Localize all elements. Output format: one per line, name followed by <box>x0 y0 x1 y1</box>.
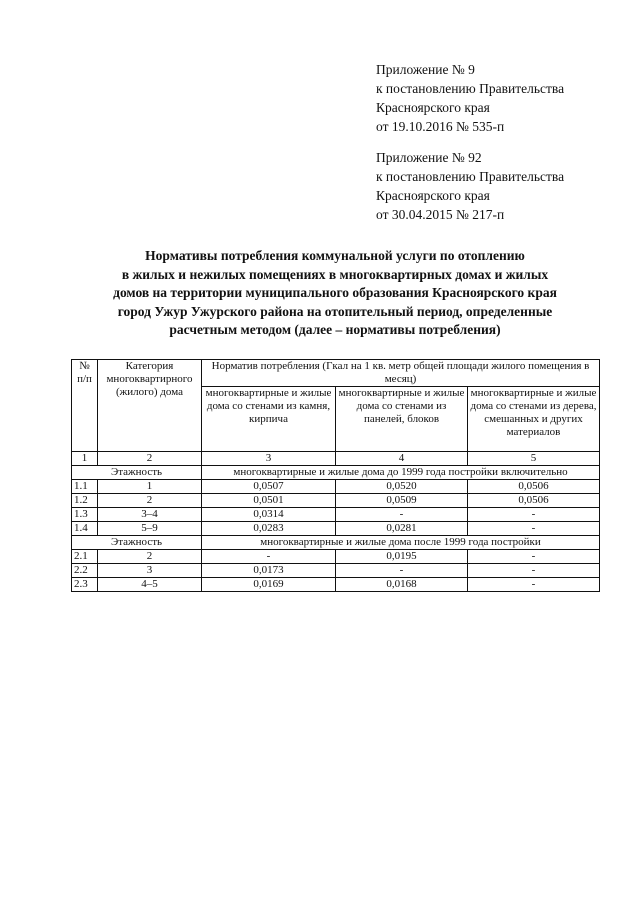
header-category: Категория многоквартирного (жилого) дома <box>98 360 202 452</box>
row-wood: 0,0506 <box>468 480 600 494</box>
column-number: 3 <box>202 452 336 466</box>
header-norm: Норматив потребления (Гкал на 1 кв. метр общей площади жилого помещения в месяц) <box>202 360 600 387</box>
section-floors-label: Этажность <box>72 536 202 550</box>
section-row <box>72 536 600 550</box>
row-floors: 5–9 <box>98 522 202 536</box>
row-panel: 0,0520 <box>336 480 468 494</box>
row-panel: - <box>336 508 468 522</box>
row-stone: - <box>202 550 336 564</box>
row-num: 1.1 <box>72 480 98 494</box>
appendix-title: Приложение № 9 <box>376 62 475 77</box>
row-stone: 0,0314 <box>202 508 336 522</box>
table-row <box>72 508 600 522</box>
row-floors: 2 <box>98 550 202 564</box>
row-stone: 0,0501 <box>202 494 336 508</box>
appendix-region: Красноярского края <box>376 188 490 203</box>
appendix-date: от 30.04.2015 № 217-п <box>376 207 505 222</box>
appendix-block-92 <box>376 148 564 224</box>
title-line: в жилых и нежилых помещениях в многоквартирных домах и жилых <box>121 266 549 282</box>
row-num: 1.3 <box>72 508 98 522</box>
appendix-title: Приложение № 92 <box>376 150 482 165</box>
row-panel: 0,0509 <box>336 494 468 508</box>
table-row <box>72 480 600 494</box>
row-floors: 3–4 <box>98 508 202 522</box>
document-title <box>70 247 600 340</box>
row-wood: 0,0506 <box>468 494 600 508</box>
row-stone: 0,0169 <box>202 578 336 592</box>
appendix-block-9 <box>376 60 564 136</box>
table-row <box>72 578 600 592</box>
row-num: 1.2 <box>72 494 98 508</box>
row-floors: 2 <box>98 494 202 508</box>
appendix-region: Красноярского края <box>376 100 490 115</box>
row-wood: - <box>468 522 600 536</box>
row-num: 1.4 <box>72 522 98 536</box>
title-line: Нормативы потребления коммунальной услуги по отоплению <box>145 248 525 263</box>
row-stone: 0,0173 <box>202 564 336 578</box>
table-header-row <box>72 360 600 387</box>
column-number-row <box>72 452 600 466</box>
title-line: домов на территории муниципального образования Красноярского края <box>113 285 557 300</box>
section-title: многоквартирные и жилые дома после 1999 года постройки <box>202 536 600 550</box>
row-floors: 1 <box>98 480 202 494</box>
header-wood: многоквартирные и жилые дома со стенами из дерева, смешанных и других материалов <box>468 387 600 452</box>
section-row <box>72 466 600 480</box>
norms-table <box>71 359 600 592</box>
row-num: 2.1 <box>72 550 98 564</box>
row-wood: - <box>468 508 600 522</box>
header-stone: многоквартирные и жилые дома со стенами из камня, кирпича <box>202 387 336 452</box>
row-num: 2.2 <box>72 564 98 578</box>
row-num: 2.3 <box>72 578 98 592</box>
row-floors: 4–5 <box>98 578 202 592</box>
column-number: 2 <box>98 452 202 466</box>
table-row <box>72 522 600 536</box>
appendix-resolution: к постановлению Правительства <box>376 169 565 184</box>
column-number: 1 <box>72 452 98 466</box>
column-number: 5 <box>468 452 600 466</box>
title-line: город Ужур Ужурского района на отопительный период, определенные <box>117 303 553 319</box>
row-stone: 0,0507 <box>202 480 336 494</box>
row-panel: 0,0168 <box>336 578 468 592</box>
section-title: многоквартирные и жилые дома до 1999 года постройки включительно <box>202 466 600 480</box>
row-floors: 3 <box>98 564 202 578</box>
row-stone: 0,0283 <box>202 522 336 536</box>
title-line: расчетным методом (далее – нормативы потребления) <box>169 322 501 337</box>
table-row <box>72 564 600 578</box>
table-row <box>72 550 600 564</box>
row-panel: 0,0281 <box>336 522 468 536</box>
column-number: 4 <box>336 452 468 466</box>
appendix-date: от 19.10.2016 № 535-п <box>376 119 505 134</box>
appendix-resolution: к постановлению Правительства <box>376 81 565 96</box>
row-wood: - <box>468 564 600 578</box>
row-panel: - <box>336 564 468 578</box>
header-panel: многоквартирные и жилые дома со стенами из панелей, блоков <box>336 387 468 452</box>
section-floors-label: Этажность <box>72 466 202 480</box>
header-num: № п/п <box>72 360 98 452</box>
row-panel: 0,0195 <box>336 550 468 564</box>
row-wood: - <box>468 578 600 592</box>
table-row <box>72 494 600 508</box>
row-wood: - <box>468 550 600 564</box>
